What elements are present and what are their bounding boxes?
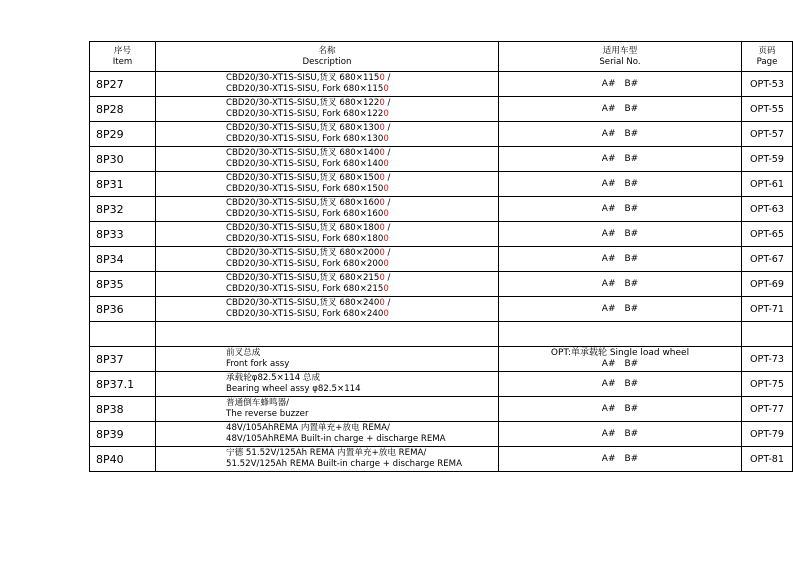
item-cell: 8P30 [90, 147, 156, 172]
table-row [90, 172, 793, 197]
page-cell: OPT-57 [742, 122, 793, 147]
serial-option-note: OPT:单承载轮 Single load wheel [550, 348, 690, 358]
serial-cell: A# B# [499, 172, 742, 197]
serial-cell: A# B# [499, 447, 742, 472]
serial-cell: A# B# [499, 197, 742, 222]
item-cell: 8P32 [90, 197, 156, 222]
header-serial: 适用车型 Serial No. [499, 42, 742, 72]
page-cell: OPT-73 [742, 347, 793, 372]
description-cell: CBD20/30-XT1S-SISU,货叉 680×1500 / CBD20/30-XT1S-SISU, Fork 680×1500 [156, 172, 499, 197]
header-item: 序号 Item [90, 42, 156, 72]
page-cell: OPT-63 [742, 197, 793, 222]
empty-cell [499, 322, 742, 347]
page-cell: OPT-81 [742, 447, 793, 472]
page-cell: OPT-67 [742, 247, 793, 272]
description-cell: CBD20/30-XT1S-SISU,货叉 680×1600 / CBD20/30-XT1S-SISU, Fork 680×1600 [156, 197, 499, 222]
description-cell: 宁德 51.52V/125Ah REMA 内置单充+放电 REMA/ 51.52V/125Ah REMA Built-in charge + discharge REMA [156, 447, 499, 472]
table-row [90, 422, 793, 447]
description-cell: 普通倒车蜂鸣器/ The reverse buzzer [156, 397, 499, 422]
empty-cell [742, 322, 793, 347]
table-row [90, 347, 793, 372]
serial-cell: A# B# [499, 97, 742, 122]
item-cell: 8P37.1 [90, 372, 156, 397]
item-cell: 8P35 [90, 272, 156, 297]
header-page: 页码 Page [742, 42, 793, 72]
table-row [90, 447, 793, 472]
item-cell: 8P36 [90, 297, 156, 322]
item-cell: 8P37 [90, 347, 156, 372]
page-cell: OPT-79 [742, 422, 793, 447]
table-header-row [90, 42, 793, 72]
serial-cell: OPT:单承载轮 Single load wheel A# B# [499, 347, 742, 372]
description-cell: 承载轮φ82.5×114 总成 Bearing wheel assy φ82.5×114 [156, 372, 499, 397]
page-cell: OPT-71 [742, 297, 793, 322]
table-row [90, 72, 793, 97]
description-cell: CBD20/30-XT1S-SISU,货叉 680×2400 / CBD20/30-XT1S-SISU, Fork 680×2400 [156, 297, 499, 322]
item-cell: 8P34 [90, 247, 156, 272]
page-cell: OPT-53 [742, 72, 793, 97]
serial-cell: A# B# [499, 372, 742, 397]
page-cell: OPT-61 [742, 172, 793, 197]
serial-cell: A# B# [499, 272, 742, 297]
serial-cell: A# B# [499, 297, 742, 322]
table-row [90, 247, 793, 272]
description-cell: CBD20/30-XT1S-SISU,货叉 680×1400 / CBD20/30-XT1S-SISU, Fork 680×1400 [156, 147, 499, 172]
table-row [90, 97, 793, 122]
item-cell: 8P31 [90, 172, 156, 197]
description-cell: 48V/105AhREMA 内置单充+放电 REMA/ 48V/105AhREMA Built-in charge + discharge REMA [156, 422, 499, 447]
parts-index-table [89, 41, 793, 472]
item-cell: 8P38 [90, 397, 156, 422]
page-cell: OPT-77 [742, 397, 793, 422]
header-description: 名称 Description [156, 42, 499, 72]
page-cell: OPT-59 [742, 147, 793, 172]
empty-cell [156, 322, 499, 347]
page-cell: OPT-75 [742, 372, 793, 397]
page-cell: OPT-65 [742, 222, 793, 247]
serial-cell: A# B# [499, 72, 742, 97]
description-cell: CBD20/30-XT1S-SISU,货叉 680×1220 / CBD20/30-XT1S-SISU, Fork 680×1220 [156, 97, 499, 122]
description-cell: CBD20/30-XT1S-SISU,货叉 680×1300 / CBD20/30-XT1S-SISU, Fork 680×1300 [156, 122, 499, 147]
table-row [90, 372, 793, 397]
serial-cell: A# B# [499, 247, 742, 272]
serial-cell: A# B# [499, 397, 742, 422]
page-cell: OPT-55 [742, 97, 793, 122]
table-row [90, 397, 793, 422]
page-cell: OPT-69 [742, 272, 793, 297]
description-cell: CBD20/30-XT1S-SISU,货叉 680×2000 / CBD20/30-XT1S-SISU, Fork 680×2000 [156, 247, 499, 272]
serial-cell: A# B# [499, 422, 742, 447]
description-cell: CBD20/30-XT1S-SISU,货叉 680×1800 / CBD20/30-XT1S-SISU, Fork 680×1800 [156, 222, 499, 247]
item-cell: 8P29 [90, 122, 156, 147]
item-cell: 8P28 [90, 97, 156, 122]
item-cell: 8P27 [90, 72, 156, 97]
table-row [90, 222, 793, 247]
item-cell: 8P33 [90, 222, 156, 247]
description-cell: 前叉总成 Front fork assy [156, 347, 499, 372]
item-cell: 8P40 [90, 447, 156, 472]
serial-cell: A# B# [499, 122, 742, 147]
description-cell: CBD20/30-XT1S-SISU,货叉 680×1150 / CBD20/30-XT1S-SISU, Fork 680×1150 [156, 72, 499, 97]
empty-cell [90, 322, 156, 347]
empty-row [90, 322, 793, 347]
serial-cell: A# B# [499, 147, 742, 172]
table-row [90, 272, 793, 297]
item-cell: 8P39 [90, 422, 156, 447]
table-row [90, 122, 793, 147]
table-row [90, 147, 793, 172]
table-row [90, 297, 793, 322]
description-cell: CBD20/30-XT1S-SISU,货叉 680×2150 / CBD20/30-XT1S-SISU, Fork 680×2150 [156, 272, 499, 297]
serial-cell: A# B# [499, 222, 742, 247]
table-row [90, 197, 793, 222]
